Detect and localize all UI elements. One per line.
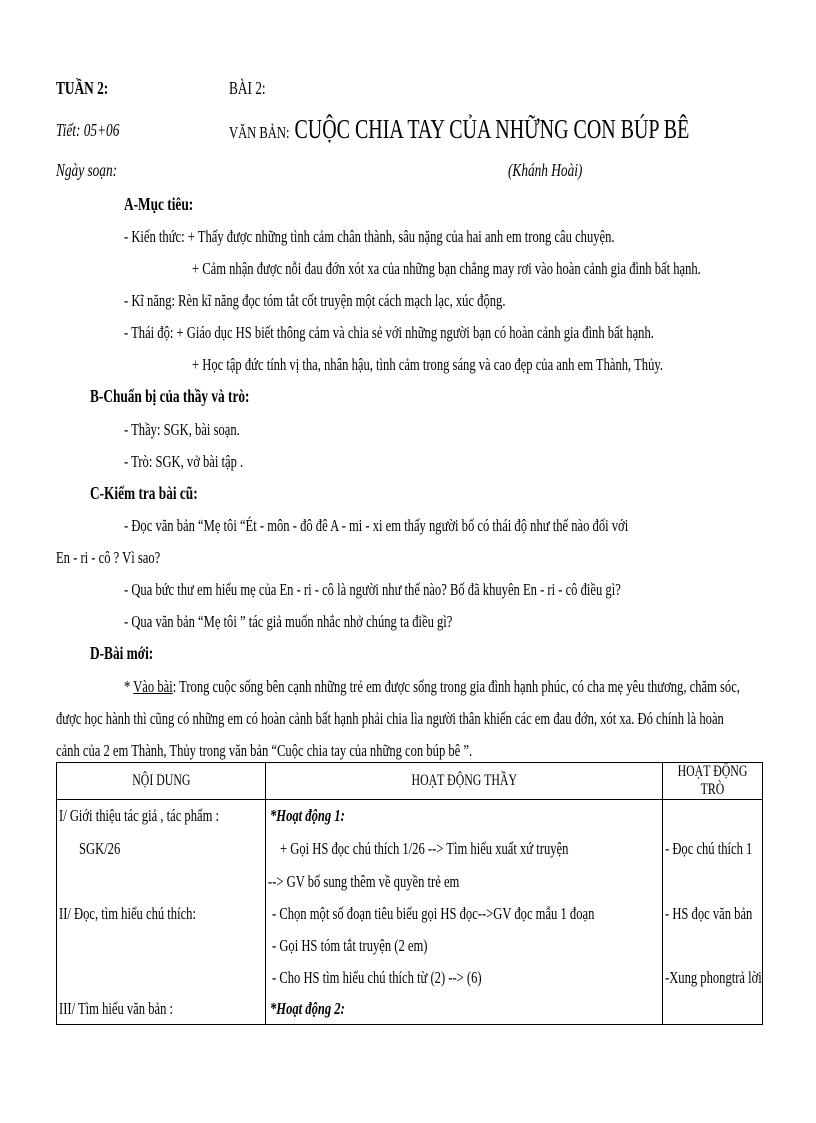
section-d-heading: D-Bài mới:: [90, 643, 154, 663]
lesson-table: [56, 762, 763, 1025]
content-item-1-sub: SGK/26: [79, 839, 121, 858]
teacher-cell: [266, 800, 663, 1025]
attitude-line-1: - Thái độ: + Giáo dục HS biết thông cảm và chia sẻ với những người bạn có hoàn cảnh gia đình bất hạnh.: [124, 323, 654, 342]
table-body-row: [57, 800, 763, 1025]
student-line-2: - HS đọc văn bản: [665, 904, 753, 923]
student-line-3: -Xung phongtrả lời: [665, 968, 762, 987]
teacher-line-2: --> GV bổ sung thêm về quyền trẻ em: [268, 872, 460, 891]
table-header-row: [57, 763, 763, 800]
teacher-line-3: - Chọn một số đoạn tiêu biểu gọi HS đọc-->GV đọc mẫu 1 đoạn: [272, 904, 595, 923]
section-a-heading: A-Mục tiêu:: [124, 194, 194, 214]
question-2: - Qua bức thư em hiểu mẹ của En - ri - cô là người như thế nào? Bố đã khuyên En - ri - cô điều gì?: [124, 580, 621, 599]
teacher-prep: - Thầy: SGK, bài soạn.: [124, 420, 240, 439]
activity-1-heading: *Hoạt động 1:: [270, 806, 345, 825]
content-cell: [57, 800, 266, 1025]
teacher-line-4: - Gọi HS tóm tắt truyện (2 em): [272, 936, 428, 955]
header-teacher-activity: HOẠT ĐỘNG THẦY: [266, 763, 663, 800]
question-3: - Qua văn bản “Mẹ tôi ” tác giả muốn nhắc nhở chúng ta điều gì?: [124, 612, 453, 631]
content-item-3: III/ Tìm hiểu văn bản :: [59, 999, 174, 1018]
skill-line: - Kĩ năng: Rèn kĩ năng đọc tóm tắt cốt truyện một cách mạch lạc, xúc động.: [124, 291, 506, 310]
question-1-line-2: En - ri - cô ? Vì sao?: [56, 548, 161, 567]
teacher-line-1: + Gọi HS đọc chú thích 1/26 --> Tìm hiểu xuất xứ truyện: [280, 839, 569, 858]
prep-date-label: Ngày soạn:: [56, 160, 118, 180]
student-cell: [663, 800, 763, 1025]
knowledge-line-1: - Kiến thức: + Thấy được những tình cảm chân thành, sâu nặng của hai anh em trong câu chuyện.: [124, 227, 615, 246]
intro-line-1: * Vào bài: Trong cuộc sống bên cạnh những trẻ em được sống trong gia đình hạnh phúc, có cha mẹ yêu thương, chăm sóc,: [124, 677, 740, 696]
lesson-label: BÀI 2:: [229, 78, 266, 98]
student-line-1: - Đọc chú thích 1: [665, 839, 753, 858]
author-name: (Khánh Hoài): [508, 160, 583, 180]
week-label: TUẦN 2:: [56, 78, 109, 98]
content-item-2: II/ Đọc, tìm hiểu chú thích:: [59, 904, 196, 923]
header-student-activity: HOẠT ĐỘNG TRÒ: [663, 763, 763, 800]
intro-label: Vào bài: [133, 677, 173, 696]
header-content: NỘI DUNG: [57, 763, 266, 800]
question-1-line-1: - Đọc văn bản “Mẹ tôi “Ét - môn - đô đê A - mi - xi em thấy người bố có thái độ như thế nào đối với: [124, 516, 629, 535]
knowledge-line-2: + Cảm nhận được nỗi đau đớn xót xa của những bạn chẳng may rơi vào hoàn cảnh gia đình bất hạnh.: [192, 259, 701, 278]
document-title: VĂN BẢN: CUỘC CHIA TAY CỦA NHỮNG CON BÚP BÊ: [229, 114, 690, 144]
period-label: Tiết: 05+06: [56, 120, 120, 140]
activity-2-heading: *Hoạt động 2:: [270, 999, 345, 1018]
teacher-line-5: - Cho HS tìm hiểu chú thích từ (2) --> (6): [272, 968, 482, 987]
intro-line-3: cảnh của 2 em Thành, Thủy trong văn bản “Cuộc chia tay của những con búp bê ”.: [56, 741, 473, 760]
section-b-heading: B-Chuẩn bị của thầy và trò:: [90, 386, 250, 406]
student-prep: - Trò: SGK, vở bài tập .: [124, 452, 244, 471]
section-c-heading: C-Kiểm tra bài cũ:: [90, 483, 198, 503]
attitude-line-2: + Học tập đức tính vị tha, nhân hậu, tình cảm trong sáng và cao đẹp của anh em Thành, Thủy.: [192, 355, 663, 374]
content-item-1: I/ Giới thiệu tác giả , tác phẩm :: [59, 806, 220, 825]
intro-line-2: được học hành thì cũng có những em có hoàn cảnh bất hạnh phải chia lìa người thân khiến các em đau đớn, xót xa. Đó chính là hoàn: [56, 709, 724, 728]
